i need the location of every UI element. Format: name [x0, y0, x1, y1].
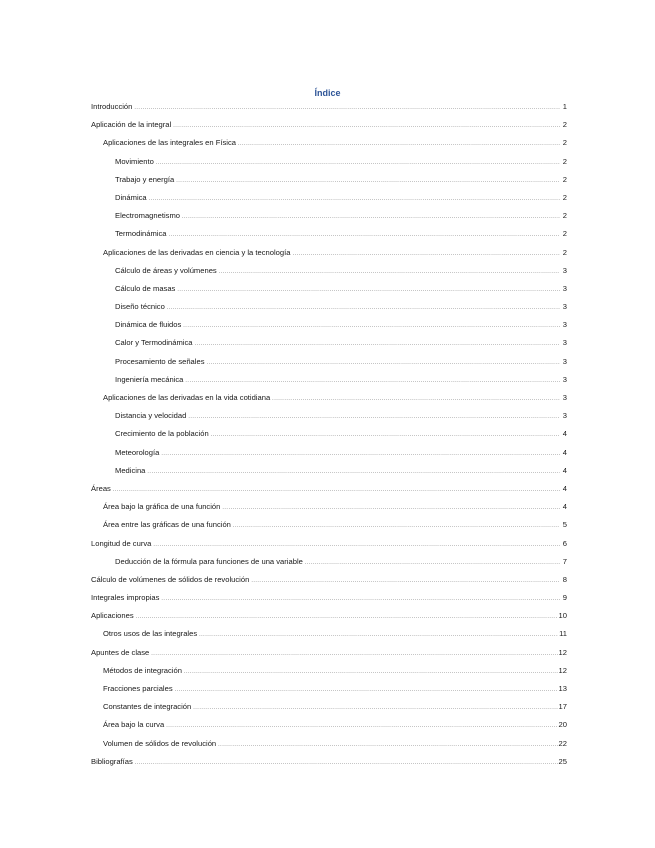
toc-entry-label: Otros usos de las integrales	[103, 629, 198, 639]
toc-entry-page-number: 3	[562, 302, 567, 312]
toc-entry-page-number: 4	[562, 429, 567, 439]
toc-entry-page-number: 12	[558, 647, 567, 657]
toc-entry-page-number: 9	[562, 593, 567, 603]
toc-entry-label: Apuntes de clase	[91, 647, 150, 657]
toc-dot-leader	[183, 317, 560, 335]
toc-dot-leader	[222, 499, 560, 517]
toc-entry-page-number: 3	[562, 356, 567, 366]
toc-entry-label: Área entre las gráficas de una función	[103, 520, 231, 530]
toc-entry[interactable]	[91, 662, 567, 680]
toc-entry-label: Procesamiento de señales	[115, 356, 205, 366]
toc-entry[interactable]	[91, 716, 567, 734]
toc-entry-label: Calor y Termodinámica	[115, 338, 193, 348]
toc-entry-page-number: 5	[562, 520, 567, 530]
toc-entry-label: Cálculo de áreas y volúmenes	[115, 265, 217, 275]
toc-entry[interactable]	[91, 698, 567, 716]
toc-dot-leader	[182, 208, 560, 226]
toc-entry-page-number: 4	[562, 465, 567, 475]
toc-entry[interactable]	[91, 680, 567, 698]
toc-entry-page-number: 11	[559, 629, 567, 639]
toc-entry-label: Deducción de la fórmula para funciones de una variable	[115, 556, 303, 566]
toc-dot-leader	[251, 572, 560, 590]
toc-entry[interactable]	[91, 98, 567, 116]
toc-entry-label: Dinámica de fluidos	[115, 320, 182, 330]
toc-entry-label: Aplicaciones	[91, 611, 134, 621]
toc-entry-label: Diseño técnico	[115, 302, 165, 312]
toc-entry-page-number: 2	[562, 174, 567, 184]
toc-entry-page-number: 2	[562, 247, 567, 257]
toc-entry-label: Distancia y velocidad	[115, 411, 187, 421]
toc-dot-leader	[161, 445, 560, 463]
toc-entry[interactable]	[91, 116, 567, 134]
toc-entry-page-number: 3	[562, 283, 567, 293]
toc-dot-leader	[169, 226, 561, 244]
toc-entry-label: Dinámica	[115, 192, 147, 202]
toc-entry[interactable]	[91, 498, 567, 516]
toc-entry-label: Aplicaciones de las derivadas en ciencia y la tecnología	[103, 247, 291, 257]
toc-dot-leader	[219, 263, 560, 281]
toc-entry-label: Aplicaciones de las derivadas en la vida cotidiana	[103, 393, 271, 402]
toc-entry-label: Área bajo la curva	[103, 720, 165, 730]
toc-entry-label: Integrales impropias	[91, 593, 160, 603]
toc-entry-label: Bibliografías	[91, 756, 133, 766]
toc-entry-page-number: 2	[562, 211, 567, 221]
toc-dot-leader	[135, 754, 558, 772]
toc-dot-leader	[188, 408, 560, 426]
toc-entry-label: Medicina	[115, 465, 146, 475]
toc-entry[interactable]	[91, 262, 567, 280]
toc-entry[interactable]	[91, 444, 567, 462]
toc-entry-page-number: 22	[558, 738, 567, 748]
toc-dot-leader	[238, 135, 560, 153]
toc-entry-page-number: 25	[558, 756, 567, 766]
toc-entry[interactable]	[91, 480, 567, 498]
toc-entry-page-number: 17	[558, 702, 567, 712]
toc-entry[interactable]	[91, 244, 567, 262]
toc-entry-page-number: 3	[562, 411, 567, 421]
toc-entry-page-number: 3	[562, 320, 567, 330]
toc-entry[interactable]	[91, 607, 567, 625]
toc-entry[interactable]	[91, 425, 567, 443]
toc-entry-page-number: 6	[562, 538, 567, 548]
toc-title: Índice	[314, 88, 341, 98]
toc-entry-page-number: 3	[562, 338, 567, 348]
toc-entry[interactable]	[91, 353, 567, 371]
toc-entry-page-number: 12	[558, 665, 567, 675]
toc-entry[interactable]	[91, 553, 567, 571]
toc-entry-page-number: 4	[562, 502, 567, 512]
toc-entry[interactable]	[91, 589, 567, 607]
toc-dot-leader	[147, 463, 560, 481]
toc-entry-label: Longitud de curva	[91, 538, 152, 548]
toc-dot-leader	[272, 390, 560, 408]
toc-dot-leader	[156, 154, 560, 172]
toc-dot-leader	[292, 245, 560, 263]
toc-entry[interactable]	[91, 371, 567, 389]
toc-entry[interactable]	[91, 225, 567, 243]
toc-entry-label: Crecimiento de la población	[115, 429, 209, 439]
toc-dot-leader	[166, 717, 557, 735]
toc-dot-leader	[173, 117, 560, 135]
toc-entry-label: Aplicación de la integral	[91, 120, 172, 130]
toc-entry-page-number: 2	[562, 120, 567, 130]
toc-entry-page-number: 8	[562, 574, 567, 584]
toc-entry[interactable]	[91, 571, 567, 589]
toc-entry[interactable]	[91, 171, 567, 189]
toc-entry-page-number: 3	[562, 265, 567, 275]
toc-dot-leader	[211, 426, 560, 444]
toc-entry-label: Métodos de integración	[103, 665, 182, 675]
toc-entry[interactable]	[91, 389, 567, 407]
toc-entry-page-number: 3	[562, 393, 567, 402]
toc-dot-leader	[134, 99, 560, 117]
toc-entry-label: Aplicaciones de las integrales en Física	[103, 138, 236, 148]
toc-entry-label: Fracciones parciales	[103, 684, 173, 693]
toc-entry-page-number: 2	[562, 138, 567, 148]
toc-dot-leader	[233, 517, 560, 535]
toc-entry-label: Electromagnetismo	[115, 211, 180, 221]
toc-dot-leader	[149, 190, 560, 208]
toc-entry-page-number: 1	[562, 102, 567, 111]
toc-dot-leader	[305, 554, 560, 572]
toc-entry-page-number: 2	[562, 229, 567, 239]
toc-dot-leader	[167, 299, 560, 317]
toc-dot-leader	[184, 663, 558, 681]
toc-entry-label: Constantes de integración	[103, 702, 192, 712]
toc-entry-page-number: 4	[562, 483, 567, 493]
toc-entry[interactable]	[91, 407, 567, 425]
toc-entry-label: Cálculo de masas	[115, 283, 176, 293]
toc-entry[interactable]	[91, 189, 567, 207]
toc-dot-leader	[176, 172, 560, 190]
toc-dot-leader	[207, 354, 561, 372]
toc-entry[interactable]	[91, 134, 567, 152]
toc-entry-label: Meteorología	[115, 447, 160, 457]
toc-entry-page-number: 13	[558, 684, 567, 693]
toc-dot-leader	[177, 281, 560, 299]
toc-entry[interactable]	[91, 516, 567, 534]
toc-entry[interactable]	[91, 753, 567, 771]
toc-entry[interactable]	[91, 644, 567, 662]
toc-entry[interactable]	[91, 625, 567, 643]
toc-entry-page-number: 20	[558, 720, 567, 730]
toc-entry[interactable]	[91, 462, 567, 480]
toc-dot-leader	[195, 335, 560, 353]
toc-entry-page-number: 3	[562, 374, 567, 384]
toc-dot-leader	[185, 372, 560, 390]
toc-entry-label: Termodinámica	[115, 229, 167, 239]
toc-entry[interactable]	[91, 735, 567, 753]
toc-dot-leader	[136, 608, 558, 626]
toc-entry[interactable]	[91, 316, 567, 334]
toc-entry-page-number: 4	[562, 447, 567, 457]
toc-entry-label: Ingeniería mecánica	[115, 374, 184, 384]
toc-dot-leader	[151, 645, 557, 663]
toc-dot-leader	[193, 699, 557, 717]
toc-entry-label: Cálculo de volúmenes de sólidos de revolución	[91, 574, 250, 584]
toc-entry-label: Trabajo y energía	[115, 174, 175, 184]
toc-dot-leader	[218, 736, 557, 754]
toc-entry-page-number: 7	[562, 556, 567, 566]
toc-entry[interactable]	[91, 280, 567, 298]
toc-entry-label: Área bajo la gráfica de una función	[103, 502, 221, 512]
toc-entry-label: Movimiento	[115, 156, 154, 166]
toc-entry[interactable]	[91, 334, 567, 352]
toc-dot-leader	[161, 590, 560, 608]
toc-entry-label: Introducción	[91, 102, 133, 111]
toc-entry-page-number: 10	[558, 611, 567, 621]
toc-list	[91, 98, 567, 771]
toc-dot-leader	[153, 536, 560, 554]
toc-entry-page-number: 2	[562, 156, 567, 166]
toc-entry-page-number: 2	[562, 192, 567, 202]
toc-entry-label: Volumen de sólidos de revolución	[103, 738, 217, 748]
toc-entry[interactable]	[91, 298, 567, 316]
toc-dot-leader	[113, 481, 560, 499]
toc-entry[interactable]	[91, 153, 567, 171]
toc-entry-label: Áreas	[91, 483, 111, 493]
toc-entry[interactable]	[91, 535, 567, 553]
toc-dot-leader	[199, 626, 558, 644]
toc-entry[interactable]	[91, 207, 567, 225]
toc-dot-leader	[175, 681, 558, 699]
